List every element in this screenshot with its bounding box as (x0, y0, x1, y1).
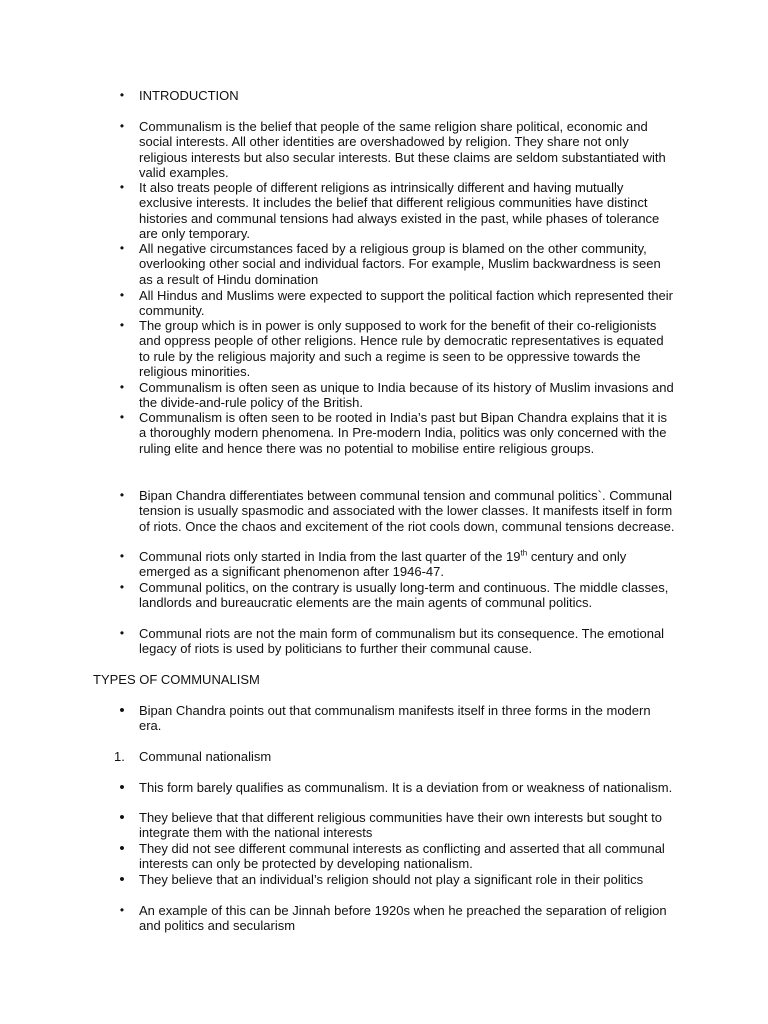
bullet-icon: • (119, 241, 125, 255)
paragraph-text: The group which is in power is only supposed to work for the benefit of their co-religionists and oppress people of other religions. Hence rule by democratic representatives is equated to rule by the religious majority and such a regime is seen to be oppressive towards the religious minorities. (139, 318, 664, 379)
numbered-item (114, 749, 675, 764)
bullet-icon: • (119, 549, 125, 563)
paragraph-text: Communalism is often seen as unique to India because of its history of Muslim invasions and the divide-and-rule policy of the British. (139, 380, 674, 411)
list-item (119, 548, 675, 580)
paragraph-text: Communal riots are not the main form of communalism but its consequence. The emotional legacy of riots is used by politicians to further their communal cause. (139, 626, 665, 657)
bullet-icon: • (119, 288, 125, 302)
subsection-title: Communal nationalism (139, 749, 272, 764)
bullet-icon: • (119, 88, 125, 102)
bullet-icon: • (119, 410, 125, 424)
bullet-icon: • (119, 626, 125, 640)
list-item (119, 871, 675, 888)
paragraph-text: They did not see different communal interests as conflicting and asserted that all communal interests can only be protected by developing nationalism. (139, 841, 665, 872)
paragraph-text: An example of this can be Jinnah before 1920s when he preached the separation of religion and politics and secularism (139, 903, 667, 934)
bullet-icon: • (119, 840, 125, 857)
list-item (119, 580, 675, 611)
paragraph-text: They believe that an individual’s religion should not play a significant role in their politics (139, 872, 644, 887)
bullet-icon: • (119, 380, 125, 394)
list-item (119, 380, 675, 411)
bullet-icon: • (119, 318, 125, 332)
list-item (119, 809, 675, 841)
paragraph-text: All negative circumstances faced by a religious group is blamed on the other community, overlooking other social and individual factors. For example, Muslim backwardness is seen as a result of Hindu domination (139, 241, 661, 287)
bullet-icon: • (119, 809, 125, 826)
paragraph-text: It also treats people of different religions as intrinsically different and having mutually exclusive interests. It includes the belief that different religious communities have distinct histories and communal tensions had always existed in the past, while phases of tolerance are only temporary. (139, 180, 660, 241)
list-item (119, 702, 675, 734)
list-item (119, 288, 675, 319)
paragraph-text: Communalism is the belief that people of the same religion share political, economic and social interests. All other identities are overshadowed by religion. They share not only religious interests but also secular interests. But these claims are seldom substantiated with valid examples. (139, 119, 666, 180)
paragraph-text: Communal politics, on the contrary is usually long-term and continuous. The middle classes, landlords and bureaucratic elements are the main agents of communal politics. (139, 580, 669, 611)
list-item (119, 626, 675, 657)
riots-text-after: century and only emerged as a significant phenomenon after 1946-47. (139, 549, 627, 580)
list-item (119, 779, 675, 796)
list-item (119, 88, 675, 103)
list-item (119, 903, 675, 934)
paragraph-text: Communalism is often seen to be rooted in India’s past but Bipan Chandra explains that it is a thoroughly modern phenomena. In Pre-modern India, politics was only concerned with the ruling elite and hence there was no potential to mobilise entire religious groups. (139, 410, 668, 456)
riots-text-before: Communal riots only started in India from the last quarter of the 19 (139, 549, 521, 564)
paragraph-text: This form barely qualifies as communalism. It is a deviation from or weakness of nationalism. (139, 780, 673, 795)
section-heading: TYPES OF COMMUNALISM (93, 672, 260, 687)
intro-heading: INTRODUCTION (139, 88, 239, 103)
bullet-icon: • (119, 702, 125, 719)
bullet-icon: • (119, 180, 125, 194)
list-item (119, 840, 675, 872)
paragraph-text: Bipan Chandra differentiates between communal tension and communal politics`. Communal tension is usually spasmodic and associated with the lower classes. It manifests itself in form of riots. Once the chaos and excitement of the riot cools down, communal tensions decrease. (139, 488, 675, 534)
paragraph-text: All Hindus and Muslims were expected to support the political faction which represented their community. (139, 288, 673, 319)
list-item (119, 318, 675, 379)
paragraph-text: Bipan Chandra points out that communalism manifests itself in three forms in the modern era. (139, 703, 651, 734)
bullet-icon: • (119, 871, 125, 888)
list-item (119, 241, 675, 287)
bullet-icon: • (119, 779, 125, 796)
paragraph-text: They believe that that different religious communities have their own interests but sought to integrate them with the national interests (139, 810, 662, 841)
list-item (119, 180, 675, 241)
bullet-icon: • (119, 119, 125, 133)
list-item (119, 119, 675, 180)
bullet-icon: • (119, 580, 125, 594)
bullet-icon: • (119, 903, 125, 917)
bullet-icon: • (119, 488, 125, 502)
list-item (119, 488, 675, 534)
superscript-text: th (520, 548, 528, 558)
list-item (119, 410, 675, 456)
item-number: 1. (114, 749, 125, 764)
